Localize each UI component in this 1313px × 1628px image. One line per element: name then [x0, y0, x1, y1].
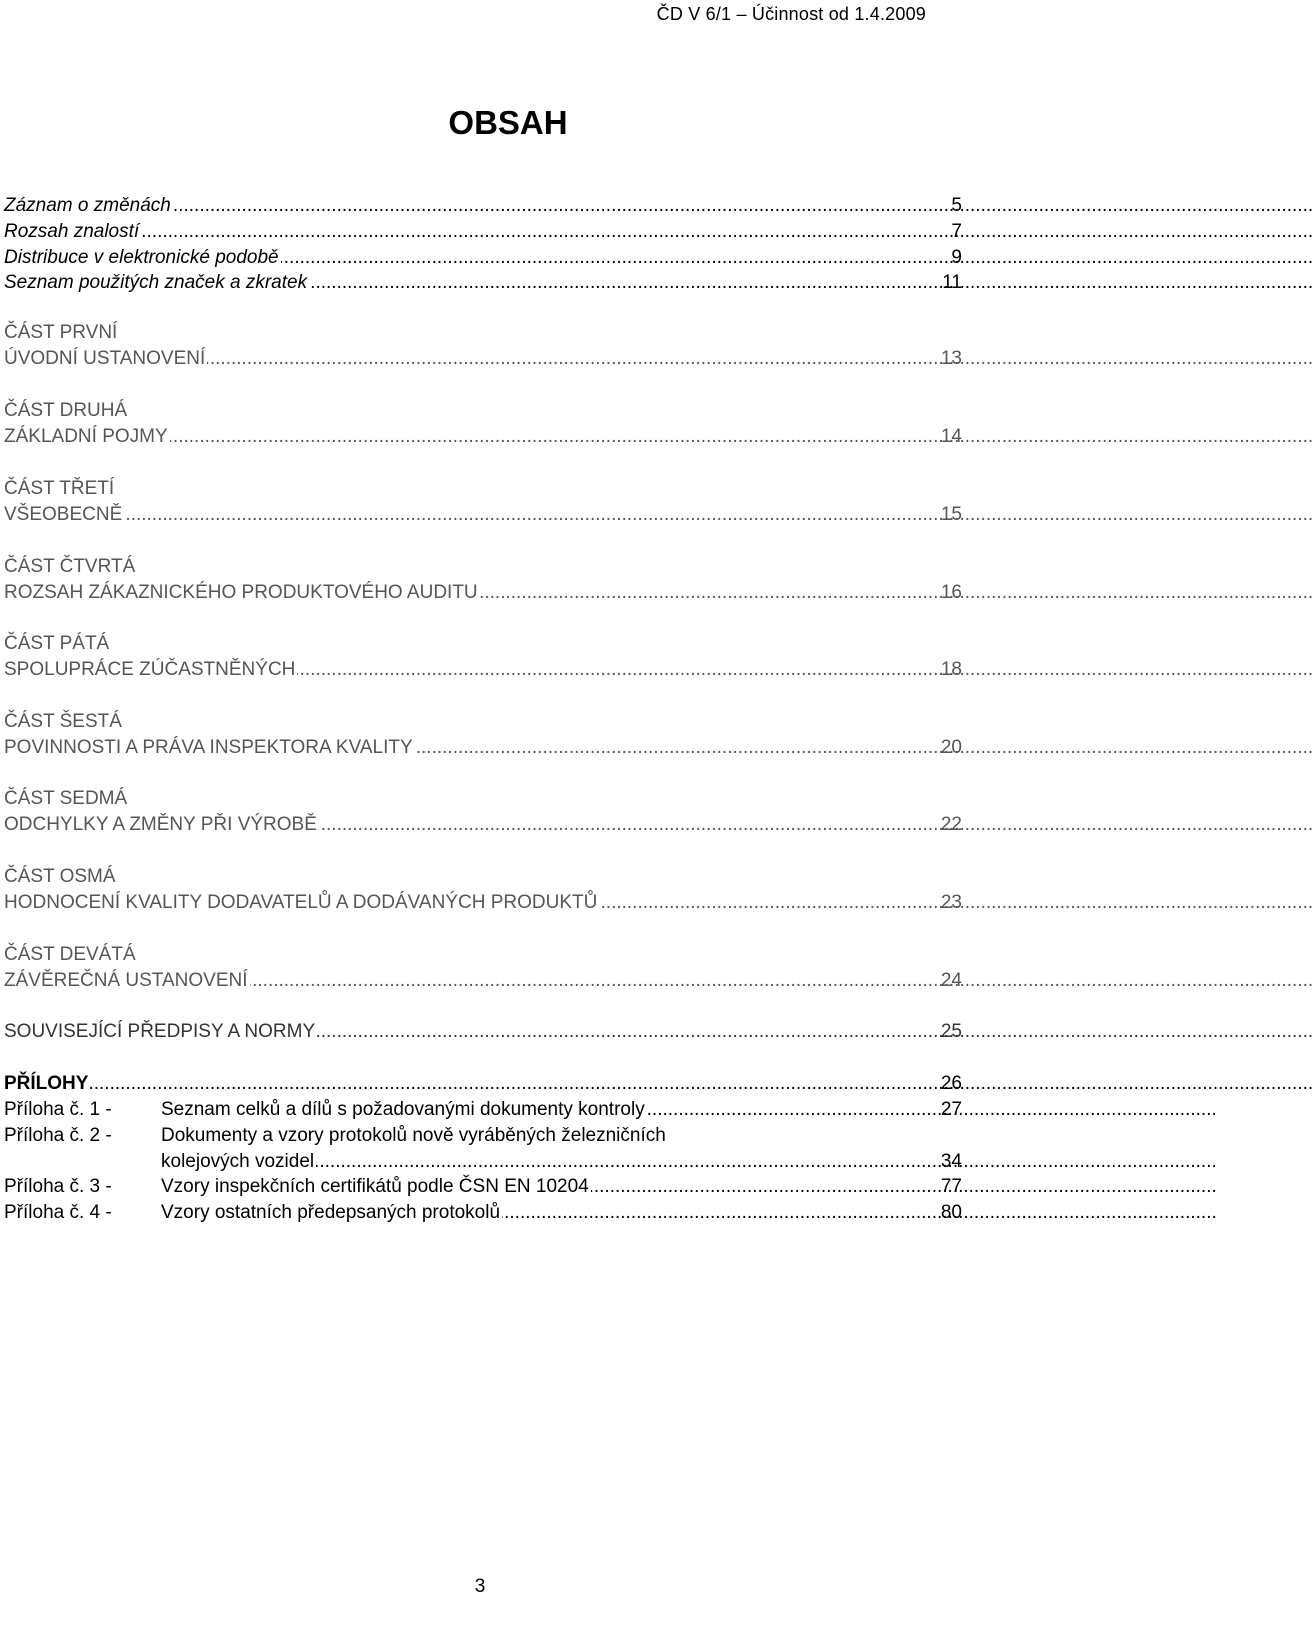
toc-entry[interactable] — [4, 657, 962, 683]
toc-entry[interactable] — [4, 219, 962, 245]
toc-entry-label: Distribuce v elektronické podobě — [4, 245, 281, 271]
part-heading: ČÁST DRUHÁ — [4, 400, 128, 421]
toc-entry-label: Rozsah znalostí — [4, 219, 141, 245]
toc-entry-page: 25 — [940, 1021, 962, 1042]
toc-entry-label: HODNOCENÍ KVALITY DODAVATELŮ A DODÁVANÝCH PRODUKTŮ — [4, 890, 599, 916]
part-heading: ČÁST ŠESTÁ — [4, 711, 122, 732]
toc-entry[interactable] — [4, 245, 962, 271]
toc-entry[interactable] — [4, 812, 962, 838]
toc-entry-page: 20 — [940, 737, 962, 758]
toc-entry-page: 22 — [940, 814, 962, 835]
appendix-description: Vzory inspekčních certifikátů podle ČSN EN 10204 — [161, 1174, 591, 1200]
appendix-page: 34 — [940, 1151, 962, 1172]
part-heading: ČÁST SEDMÁ — [4, 788, 128, 809]
appendix-entry[interactable] — [4, 1123, 962, 1149]
toc-entry[interactable] — [4, 502, 962, 528]
part-heading: ČÁST OSMÁ — [4, 866, 116, 887]
part-heading: ČÁST DEVÁTÁ — [4, 944, 136, 965]
toc-entry[interactable] — [4, 270, 962, 296]
appendix-label: Příloha č. 1 - — [4, 1099, 112, 1120]
toc-entry-page: 5 — [951, 195, 962, 216]
appendix-description: Dokumenty a vzory protokolů nově vyráběných železničních — [161, 1123, 668, 1149]
appendix-page: 27 — [940, 1099, 962, 1120]
document-header: ČD V 6/1 – Účinnost od 1.4.2009 — [656, 4, 926, 24]
appendix-description: Seznam celků a dílů s požadovanými dokumenty kontroly — [161, 1097, 647, 1123]
toc-entry-label: POVINNOSTI A PRÁVA INSPEKTORA KVALITY — [4, 735, 415, 761]
toc-entry-label: ROZSAH ZÁKAZNICKÉHO PRODUKTOVÉHO AUDITU — [4, 580, 480, 606]
toc-entry[interactable] — [4, 890, 962, 916]
appendix-page: 80 — [940, 1202, 962, 1223]
appendix-entry[interactable] — [4, 1200, 962, 1226]
toc-entry[interactable] — [4, 580, 962, 606]
toc-entry-page: 18 — [940, 659, 962, 680]
appendix-label: Příloha č. 4 - — [4, 1202, 112, 1223]
toc-entry[interactable] — [4, 1019, 962, 1045]
part-heading: ČÁST PRVNÍ — [4, 322, 118, 343]
toc-entry-label: Záznam o změnách — [4, 193, 173, 219]
toc-entry-label: SOUVISEJÍCÍ PŘEDPISY A NORMY — [4, 1019, 317, 1045]
toc-entry[interactable] — [4, 346, 962, 372]
appendix-page: 77 — [940, 1176, 962, 1197]
part-heading: ČÁST TŘETÍ — [4, 478, 115, 499]
appendix-label: Příloha č. 3 - — [4, 1176, 112, 1197]
toc-entry-page: 24 — [940, 970, 962, 991]
toc-entry-page: 16 — [940, 582, 962, 603]
toc-entry-label: Seznam použitých značek a zkratek — [4, 270, 309, 296]
toc-entry-label: ZÁKLADNÍ POJMY — [4, 424, 170, 450]
toc-entry-page: 7 — [951, 221, 962, 242]
toc-entry-page: 9 — [951, 247, 962, 268]
toc-entry[interactable] — [4, 968, 962, 994]
toc-entry-page: 14 — [940, 426, 962, 447]
appendix-entry[interactable] — [4, 1097, 962, 1123]
toc-entry-page: 23 — [940, 892, 962, 913]
dot-leader — [4, 1071, 884, 1097]
toc-entry-page: 11 — [942, 272, 962, 293]
page-title: OBSAH — [448, 104, 568, 141]
toc-entry[interactable] — [4, 193, 962, 219]
page-number: 3 — [474, 1576, 486, 1597]
toc-entry-label: ZÁVĚREČNÁ USTANOVENÍ — [4, 968, 250, 994]
toc-entry-label: PŘÍLOHY — [4, 1071, 90, 1097]
part-heading: ČÁST PÁTÁ — [4, 633, 110, 654]
toc-entry-appendices[interactable] — [4, 1071, 962, 1097]
dot-leader — [4, 502, 884, 528]
toc-entry-label: VŠEOBECNĚ — [4, 502, 124, 528]
appendix-entry-continuation[interactable] — [4, 1149, 962, 1175]
appendix-entry[interactable] — [4, 1174, 962, 1200]
toc-entry[interactable] — [4, 735, 962, 761]
appendix-label: Příloha č. 2 - — [4, 1125, 112, 1146]
toc-entry-label: ODCHYLKY A ZMĚNY PŘI VÝROBĚ — [4, 812, 319, 838]
toc-entry-page: 26 — [940, 1073, 962, 1094]
part-heading: ČÁST ČTVRTÁ — [4, 556, 136, 577]
toc-entry-label: SPOLUPRÁCE ZÚČASTNĚNÝCH — [4, 657, 297, 683]
toc-entry-page: 15 — [940, 504, 962, 525]
toc-entry-label: ÚVODNÍ USTANOVENÍ — [4, 346, 207, 372]
toc-entry-page: 13 — [940, 348, 962, 369]
toc-entry[interactable] — [4, 424, 962, 450]
appendix-description-continued: kolejových vozidel — [161, 1149, 316, 1175]
appendix-description: Vzory ostatních předepsaných protokolů — [161, 1200, 502, 1226]
